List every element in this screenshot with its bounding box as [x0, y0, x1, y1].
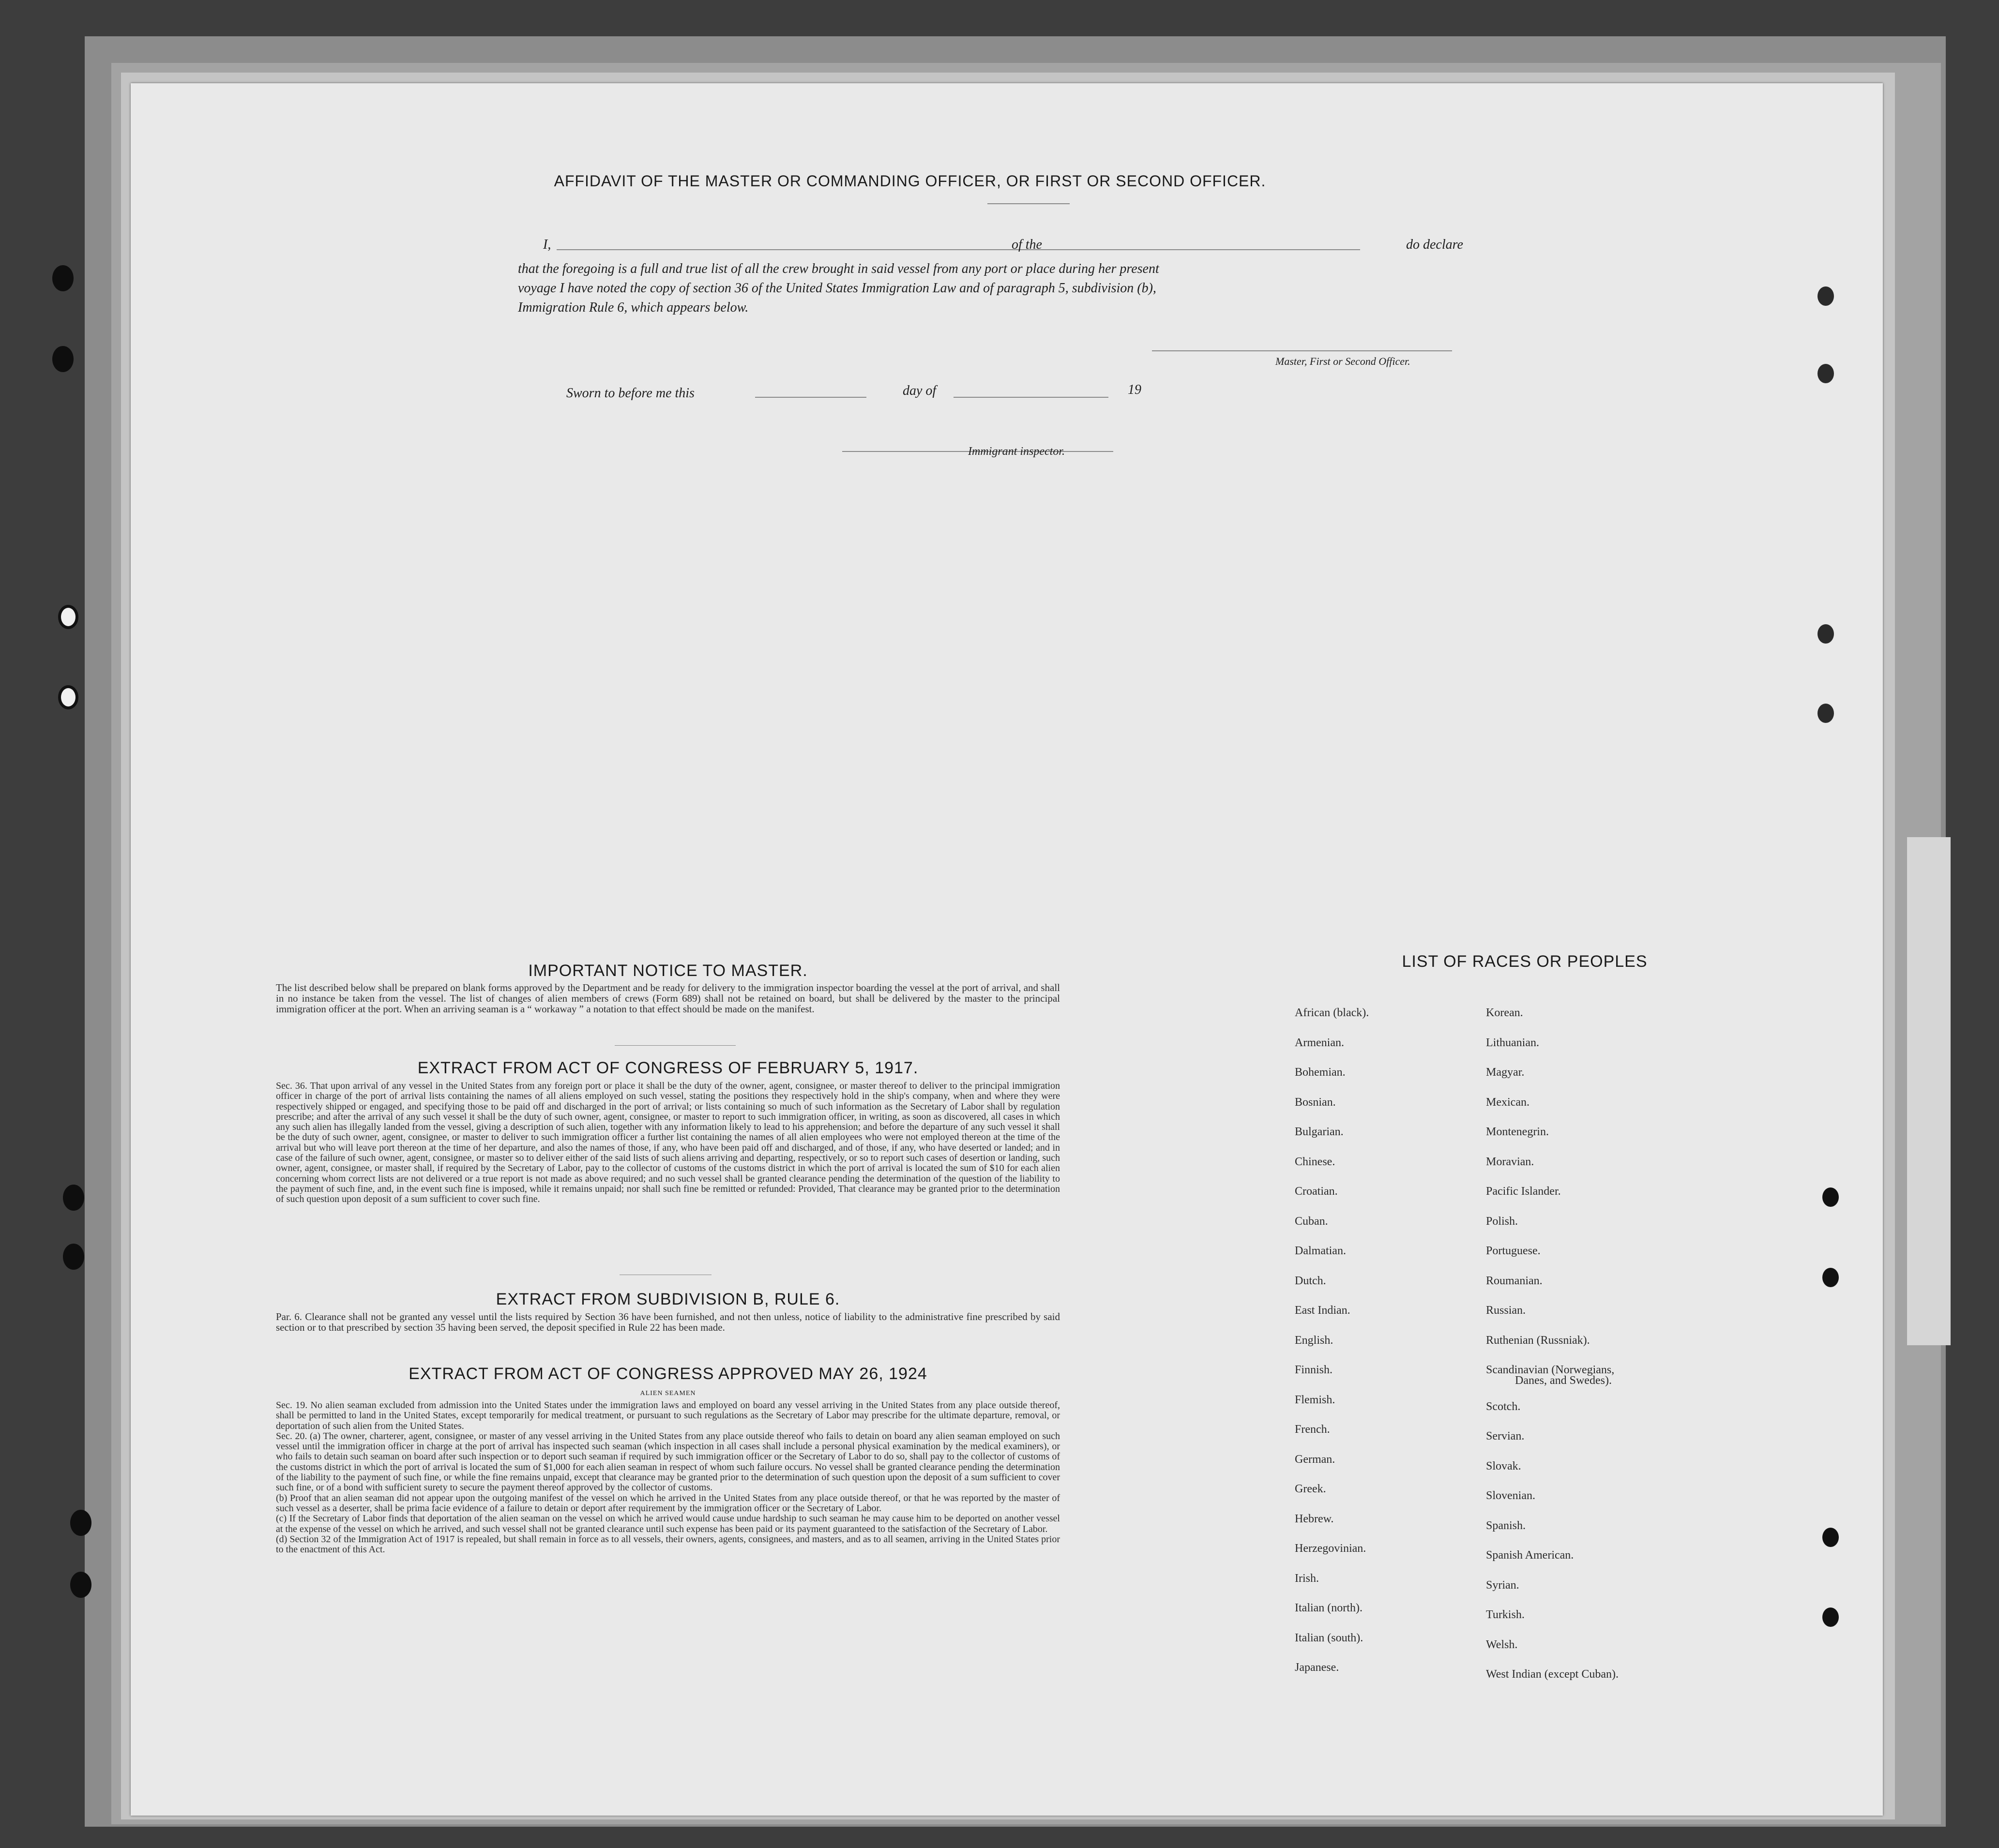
race-item: African (black). [1295, 1007, 1369, 1019]
section-20d-text: (d) Section 32 of the Immigration Act of 1917 is repealed, but shall remain in force as to all vessels, their owners, agents, consignees, and masters, and as to all seamen, arriving in the United States prior to the enactment of this Act. [276, 1533, 1060, 1555]
title-divider [987, 203, 1070, 204]
binder-hole [1822, 1528, 1839, 1547]
race-item: Dalmatian. [1295, 1245, 1346, 1257]
section-20b-text: (b) Proof that an alien seaman did not appear upon the outgoing manifest of the vessel on which he arrived in the United States from any place outside thereof, or that he was reported by the master of such vessel as a deserter, shall be prima facie evidence of a failure to detain or deport after requirement by the immigration officer or the Secretary of Labor. [276, 1492, 1060, 1514]
binder-hole [58, 685, 78, 709]
affidavit-line-2: voyage I have noted the copy of section 36 of the United States Immigration Law and of paragraph 5, subdivision (b), [518, 281, 1156, 296]
race-item: Slovenian. [1486, 1489, 1535, 1502]
race-item: Moravian. [1486, 1155, 1534, 1168]
affidavit-i: I, [543, 237, 551, 252]
race-item: Magyar. [1486, 1066, 1525, 1079]
race-item: Flemish. [1295, 1393, 1335, 1406]
race-item: Spanish American. [1486, 1549, 1574, 1562]
affidavit-of-the: of the [1012, 237, 1042, 252]
binder-hole [1817, 286, 1834, 306]
race-item: Scandinavian (Norwegians, [1486, 1364, 1615, 1376]
binder-hole [1817, 624, 1834, 644]
affidavit-declare: do declare [1406, 237, 1463, 252]
binder-hole [1817, 704, 1834, 723]
extract-1924-text [276, 1400, 1060, 1555]
extract-1924-title: EXTRACT FROM ACT OF CONGRESS APPROVED MAY 26, 1924 [409, 1365, 927, 1383]
extract-1917-text: Sec. 36. That upon arrival of any vessel in the United States from any foreign port or place it shall be the duty of the owner, agent, consignee, or master thereof to deliver to the principal immigration officer in charge of the port of arrival lists containing the names of all aliens employed on such vessel, stating the positions they respectively hold in the ship's company, when and where they were respectively shipped or engaged, and specifying those to be paid off and discharged in the port of arrival; or lists containing so much of such information as the Secretary of Labor shall by regulation prescribe; and after the arrival of any such vessel it shall be the duty of such owner, agent, consignee, or master to report to such immigration officer, in writing, as soon as discovered, all cases in which any such alien has illegally landed from the vessel, giving a description of such alien, together with any information likely to lead to his apprehension; and before the departure of any such vessel it shall be the duty of such owner, agent, consignee, or master to deliver to such immigration officer a further list containing the names of all alien employees who were not employed thereon at the time of the arrival but who will leave port thereon at the time of her departure, and also the names of those, if any, who have been paid off and discharged, and of those, if any, who have deserted or landed; and in case of the failure of such owner, agent, consignee, or master so to deliver either of the said lists of such aliens arriving and departing, respectively, or so to report such cases of desertion or landing, such owner, agent, consignee, or master shall, if required by the Secretary of Labor, pay to the collector of customs of the customs district in which the port of arrival is located the sum of $10 for each alien concerning whom correct lists are not delivered or a true report is not made as above required; and no such vessel shall be granted clearance pending the determination of the question of the liability to the payment of such fine, and, in the event such fine is imposed, while it remains unpaid; nor shall such fine be remitted or refunded: Provided, That clearance may be granted prior to the determination of such question upon deposit of a sum sufficient to cover such fine. [276, 1081, 1060, 1205]
race-item: Herzegovinian. [1295, 1542, 1366, 1555]
race-item: Bosnian. [1295, 1096, 1336, 1109]
vessel-blank [1055, 249, 1360, 250]
sworn-day-blank [755, 397, 866, 398]
race-item: French. [1295, 1423, 1330, 1436]
race-item: Syrian. [1486, 1578, 1519, 1592]
race-item: Dutch. [1295, 1274, 1326, 1287]
binder-hole [63, 1244, 84, 1270]
inspector-label: Immigrant inspector. [968, 445, 1065, 458]
affidavit-title: AFFIDAVIT OF THE MASTER OR COMMANDING OFFICER, OR FIRST OR SECOND OFFICER. [554, 172, 1266, 190]
affidavit-line-3: Immigration Rule 6, which appears below. [518, 300, 749, 315]
race-item: Japanese. [1295, 1661, 1339, 1674]
race-item: Greek. [1295, 1483, 1326, 1495]
extract-1917-title: EXTRACT FROM ACT OF CONGRESS OF FEBRUARY 5, 1917. [417, 1059, 919, 1077]
race-item: Scotch. [1486, 1400, 1521, 1413]
race-item: East Indian. [1295, 1304, 1350, 1317]
race-item: German. [1295, 1453, 1335, 1466]
race-item: Welsh. [1486, 1638, 1518, 1651]
race-item: Montenegrin. [1486, 1126, 1549, 1138]
race-item: Servian. [1486, 1430, 1525, 1442]
binder-hole [52, 265, 74, 291]
binder-hole [1822, 1268, 1839, 1287]
document-page [131, 83, 1883, 1816]
binder-hole [70, 1510, 91, 1536]
binder-hole [70, 1572, 91, 1598]
month-blank [954, 397, 1108, 398]
race-item: Slovak. [1486, 1459, 1521, 1472]
race-item: Mexican. [1486, 1096, 1530, 1109]
day-of-label: day of [903, 383, 937, 398]
binder-hole [1822, 1187, 1839, 1207]
race-item: Italian (south). [1295, 1631, 1363, 1644]
master-signature-line [1152, 350, 1452, 351]
extract-1924-subtitle: ALIEN SEAMEN [640, 1390, 696, 1397]
race-item: Russian. [1486, 1304, 1526, 1317]
race-item: Armenian. [1295, 1036, 1344, 1049]
race-item: Bohemian. [1295, 1066, 1346, 1079]
affidavit-body [518, 259, 1486, 317]
race-item: Finnish. [1295, 1364, 1333, 1376]
race-item: Roumanian. [1486, 1274, 1543, 1287]
affidavit-line-1: that the foregoing is a full and true list of all the crew brought in said vessel from any port or place during her present [518, 261, 1159, 276]
master-label: Master, First or Second Officer. [1275, 355, 1410, 367]
section-20a-text: Sec. 20. (a) The owner, charterer, agent, consignee, or master of any vessel arriving in the United States from any place outside thereof who fails to detain on board any alien seaman employed on such vessel until the immigration officer in charge at the port of arrival has inspected such seaman (which inspection in all cases shall include a personal physical examination by the medical examiners), or who fails to detain such seaman on board after such inspection or to deport such seaman if required by such immigration officer or the Secretary of Labor to do so, shall pay to the collector of customs of the customs district in which the port of arrival is located the sum of $1,000 for each alien seaman in respect of whom such failure occurs. No vessel shall be granted clearance pending the determination of the liability to the payment of such fine, or while the fine remains unpaid, except that clearance may be granted prior to the determination of such question upon the deposit of a sum sufficient to cover such fine, or of a bond with sufficient surety to secure the payment thereof approved by the collector of customs. [276, 1430, 1060, 1493]
binder-hole [1822, 1608, 1839, 1627]
subdivision-title: EXTRACT FROM SUBDIVISION B, RULE 6. [496, 1290, 840, 1308]
binder-hole [52, 346, 74, 372]
race-item: Lithuanian. [1486, 1036, 1539, 1049]
race-item-continuation: Danes, and Swedes). [1515, 1374, 1612, 1387]
race-item: Ruthenian (Russniak). [1486, 1334, 1590, 1347]
sworn-label: Sworn to before me this [566, 386, 695, 401]
section-19-text: Sec. 19. No alien seaman excluded from admission into the United States under the immigration laws and employed on board any vessel arriving in the United States from any place outside thereof, shall be permitted to land in the United States, except temporarily for medical treatment, or pursuant to such regulations as the Secretary of Labor may prescribe for the ultimate departure, removal, or deportation of such alien from the United States. [276, 1400, 1060, 1431]
race-item: Spanish. [1486, 1519, 1526, 1532]
race-item: Croatian. [1295, 1185, 1338, 1198]
race-item: Portuguese. [1486, 1245, 1541, 1257]
notice-title: IMPORTANT NOTICE TO MASTER. [528, 962, 808, 980]
race-item: Bulgarian. [1295, 1126, 1344, 1138]
year-label: 19 [1128, 382, 1141, 397]
race-item: Cuban. [1295, 1215, 1328, 1228]
race-item: Italian (north). [1295, 1602, 1363, 1614]
race-item: Pacific Islander. [1486, 1185, 1561, 1198]
binder-hole [58, 605, 78, 629]
binder-hole [63, 1185, 84, 1211]
race-item: English. [1295, 1334, 1333, 1347]
section-20c-text: (c) If the Secretary of Labor finds that deportation of the alien seaman on the vessel on which he arrived would cause undue hardship to such seaman he may cause him to be deported on another vessel at the expense of the vessel on which he arrived, and such vessel shall not be granted clearance until such expense has been paid or its payment guaranteed to the satisfaction of the Secretary of Labor. [276, 1513, 1060, 1534]
section-divider [615, 1045, 736, 1046]
notice-text: The list described below shall be prepared on blank forms approved by the Department and be ready for delivery to the immigration inspector boarding the vessel at the port of arrival, and shall in no instance be taken from the vessel. The list of changes of alien members of crews (Form 689) shall not be retained on board, but shall be delivered by the master to the principal immigration officer at the port. When an arriving seaman is a “ workaway ” a notation to that effect should be made on the manifest. [276, 982, 1060, 1015]
race-item: Polish. [1486, 1215, 1518, 1228]
races-title: LIST OF RACES OR PEOPLES [1402, 952, 1648, 971]
binder-hole [1817, 364, 1834, 383]
protruding-page-tab [1907, 837, 1951, 1345]
race-item: Hebrew. [1295, 1512, 1334, 1525]
name-blank [557, 249, 1137, 250]
race-item: Irish. [1295, 1572, 1319, 1585]
race-item: West Indian (except Cuban). [1486, 1668, 1619, 1681]
race-item: Korean. [1486, 1007, 1523, 1019]
subdivision-text: Par. 6. Clearance shall not be granted any vessel until the lists required by Section 36 have been furnished, and not then unless, notice of liability to the administrative fine prescribed by said section or to that prescribed by section 35 having been served, the deposit specified in Rule 22 has been made. [276, 1311, 1060, 1333]
race-item: Turkish. [1486, 1608, 1525, 1621]
race-item: Chinese. [1295, 1155, 1335, 1168]
